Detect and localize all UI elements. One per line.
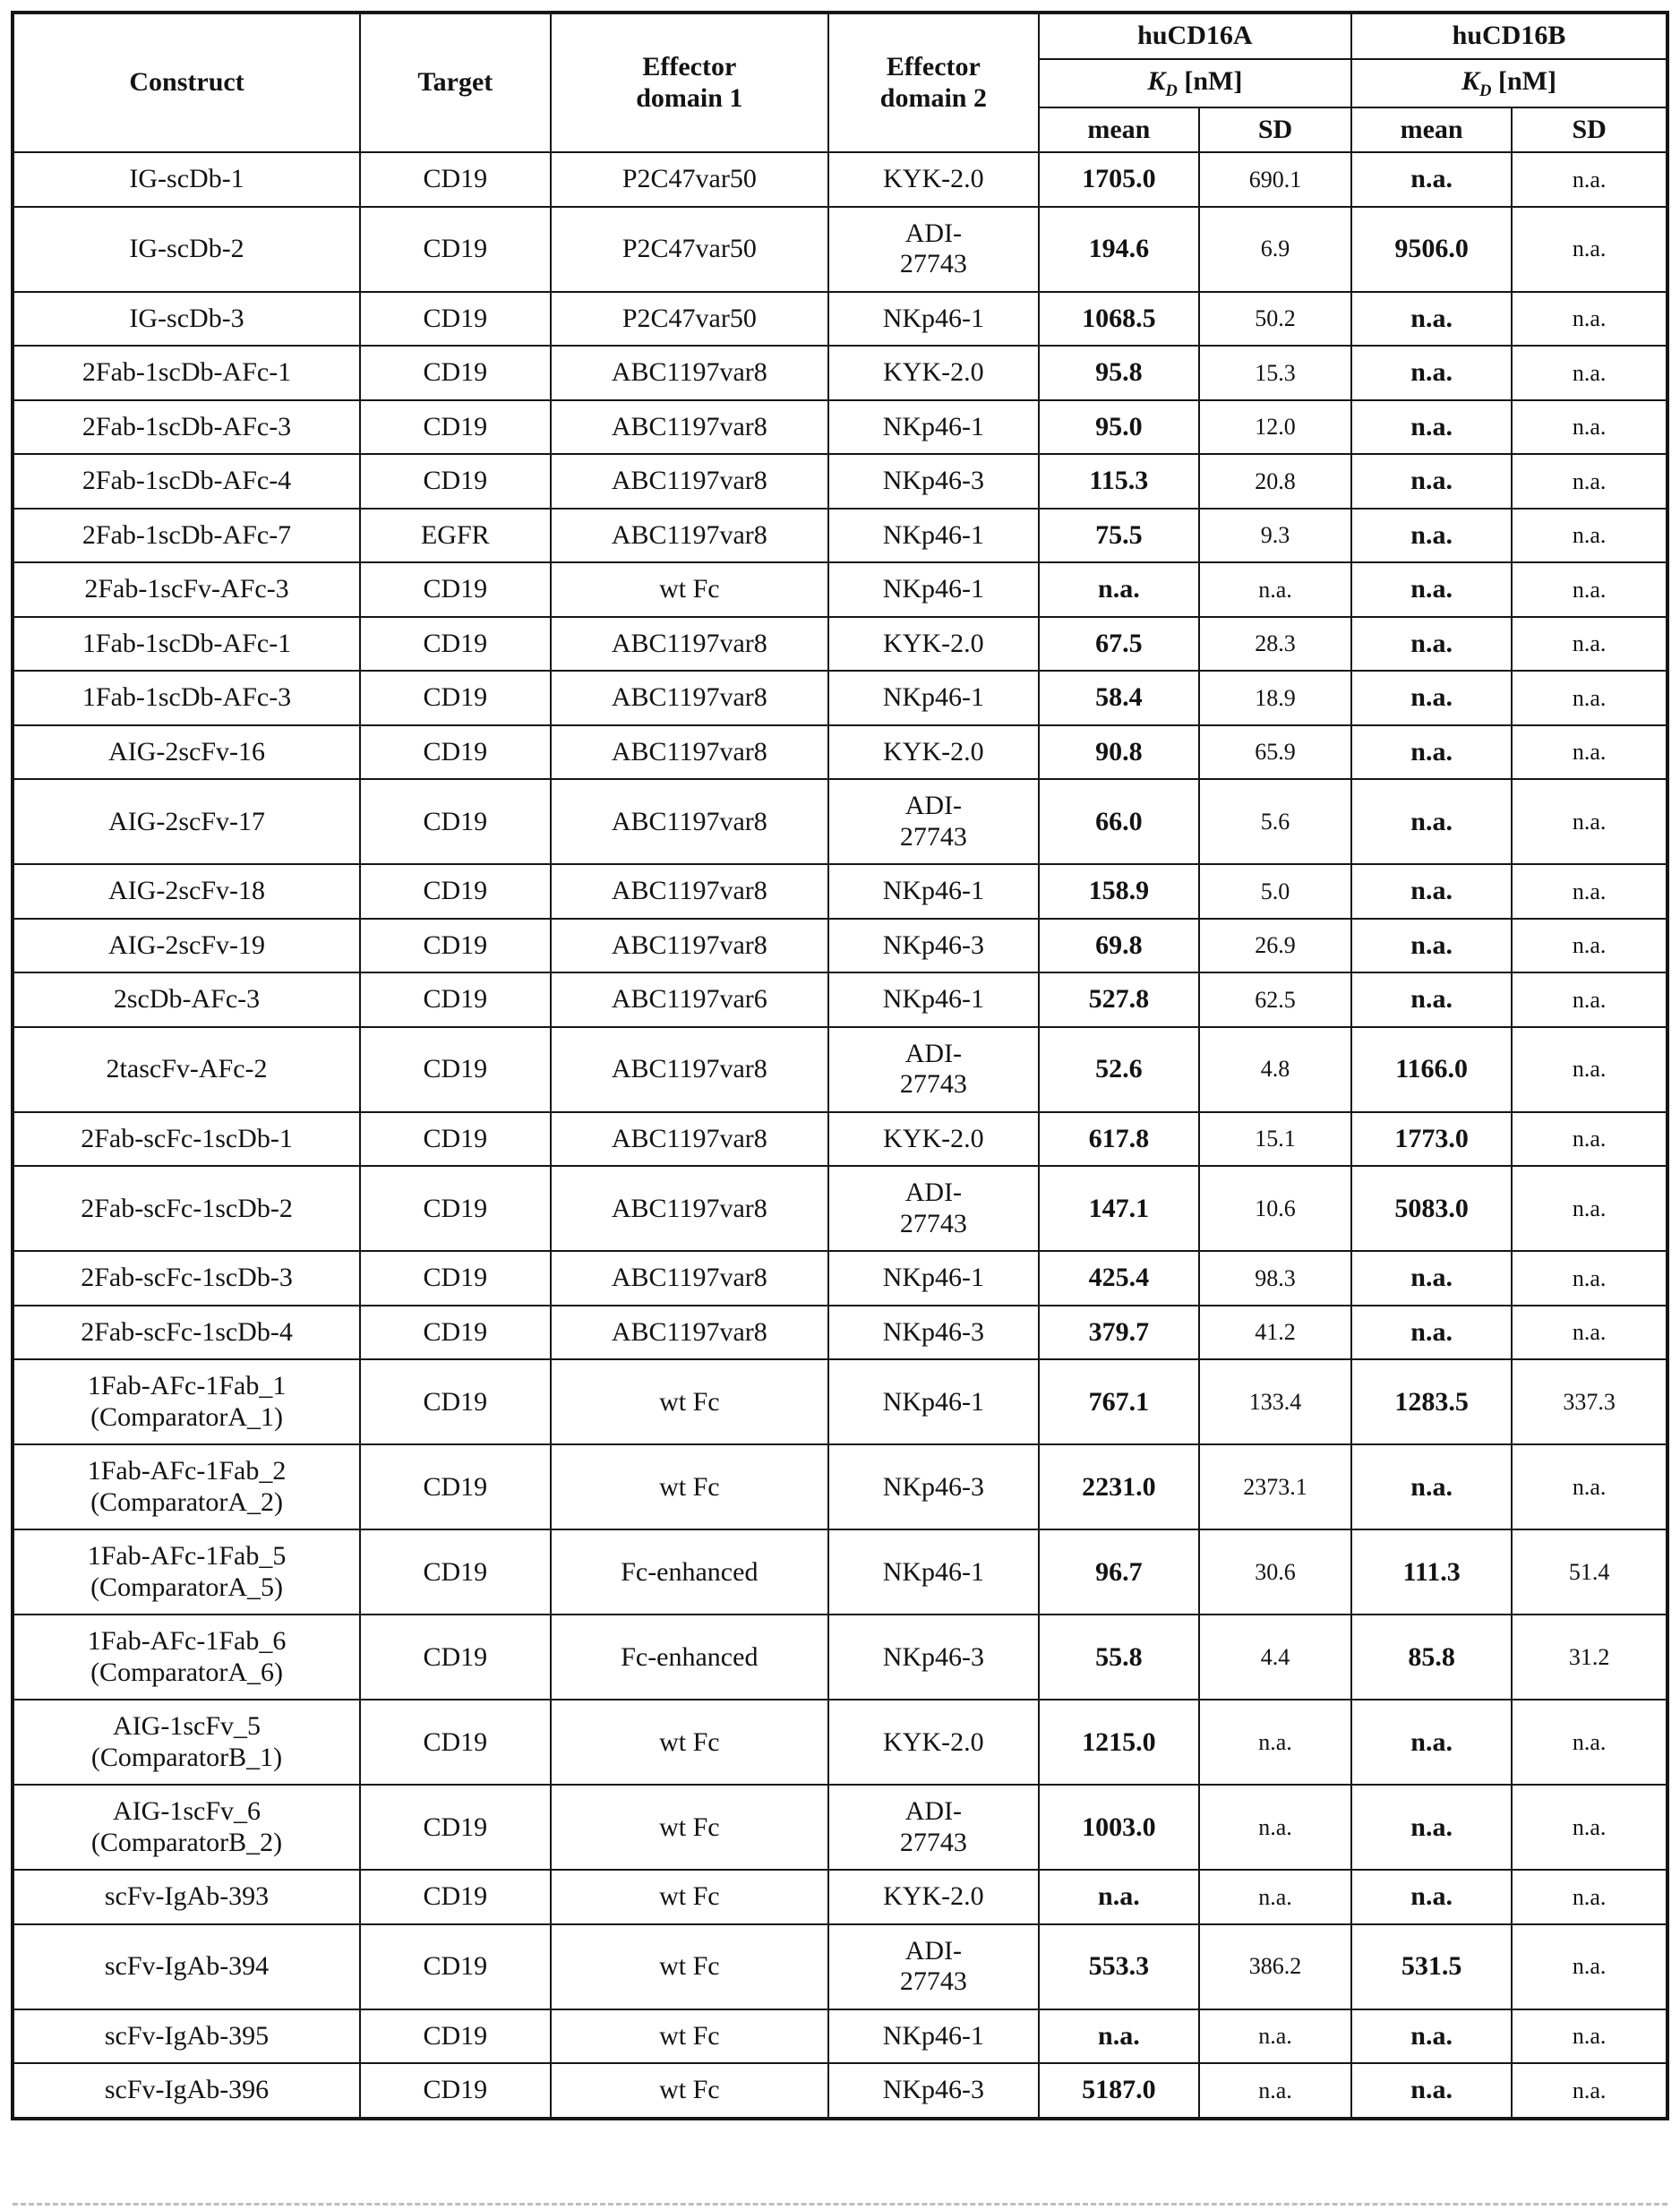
target-cell: CD19 [360, 864, 551, 919]
huCD16B-sd-cell: n.a. [1512, 1251, 1667, 1306]
effector-domain-2-cell: KYK-2.0 [828, 725, 1039, 780]
effector-domain-1-cell: wt Fc [551, 1785, 828, 1870]
target-cell: CD19 [360, 671, 551, 725]
huCD16A-mean-cell: 379.7 [1039, 1306, 1199, 1360]
effector-domain-2-cell: KYK-2.0 [828, 346, 1039, 400]
huCD16A-mean-cell: 147.1 [1039, 1166, 1199, 1251]
construct-cell: 2Fab-scFc-1scDb-1 [13, 1112, 360, 1167]
effector-domain-2-cell: ADI- 27743 [828, 779, 1039, 864]
target-cell: CD19 [360, 400, 551, 455]
construct-cell: IG-scDb-1 [13, 152, 360, 207]
table-row [13, 1251, 1667, 1306]
effector-domain-1-cell: ABC1197var8 [551, 400, 828, 455]
target-cell: CD19 [360, 1870, 551, 1924]
header-kd-huCD16A [1039, 59, 1351, 107]
huCD16B-sd-cell: n.a. [1512, 1306, 1667, 1360]
effector-domain-2-cell: NKp46-3 [828, 1306, 1039, 1360]
huCD16B-sd-cell: n.a. [1512, 1444, 1667, 1529]
target-cell: CD19 [360, 1924, 551, 2009]
table-row [13, 779, 1667, 864]
huCD16A-mean-cell: 527.8 [1039, 972, 1199, 1027]
effector-domain-2-cell: KYK-2.0 [828, 1700, 1039, 1785]
effector-domain-2-cell: NKp46-3 [828, 919, 1039, 973]
construct-cell: 2tascFv-AFc-2 [13, 1027, 360, 1112]
effector-domain-1-cell: P2C47var50 [551, 292, 828, 347]
huCD16A-sd-cell: n.a. [1199, 1870, 1351, 1924]
huCD16B-sd-cell: 337.3 [1512, 1359, 1667, 1444]
effector-domain-1-cell: ABC1197var8 [551, 346, 828, 400]
effector-domain-2-cell: KYK-2.0 [828, 617, 1039, 672]
construct-cell: 1Fab-AFc-1Fab_6 (ComparatorA_6) [13, 1615, 360, 1700]
huCD16A-sd-cell: 50.2 [1199, 292, 1351, 347]
huCD16B-sd-cell: n.a. [1512, 725, 1667, 780]
target-cell: CD19 [360, 779, 551, 864]
effector-domain-1-cell: Fc-enhanced [551, 1615, 828, 1700]
huCD16B-mean-cell: n.a. [1351, 562, 1512, 617]
huCD16A-mean-cell: n.a. [1039, 562, 1199, 617]
table-row [13, 2009, 1667, 2064]
header-huCD16A-sd: SD [1199, 107, 1351, 153]
target-cell: CD19 [360, 1359, 551, 1444]
kd-subscript: D [1165, 81, 1178, 100]
effector-domain-2-cell: ADI- 27743 [828, 1027, 1039, 1112]
huCD16A-sd-cell: n.a. [1199, 562, 1351, 617]
table-row [13, 1785, 1667, 1870]
construct-cell: AIG-1scFv_6 (ComparatorB_2) [13, 1785, 360, 1870]
construct-cell: 2Fab-1scDb-AFc-7 [13, 509, 360, 563]
construct-cell: 2Fab-1scDb-AFc-1 [13, 346, 360, 400]
huCD16A-sd-cell: 5.6 [1199, 779, 1351, 864]
target-cell: CD19 [360, 725, 551, 780]
huCD16B-sd-cell: n.a. [1512, 2009, 1667, 2064]
table-row [13, 725, 1667, 780]
huCD16A-sd-cell: 4.8 [1199, 1027, 1351, 1112]
effector-domain-1-cell: ABC1197var8 [551, 919, 828, 973]
effector-domain-2-cell: ADI- 27743 [828, 207, 1039, 292]
huCD16A-mean-cell: 767.1 [1039, 1359, 1199, 1444]
effector-domain-2-cell: NKp46-1 [828, 562, 1039, 617]
huCD16A-mean-cell: 58.4 [1039, 671, 1199, 725]
huCD16B-mean-cell: n.a. [1351, 972, 1512, 1027]
effector-domain-2-cell: NKp46-3 [828, 1444, 1039, 1529]
huCD16A-sd-cell: 4.4 [1199, 1615, 1351, 1700]
huCD16A-sd-cell: 98.3 [1199, 1251, 1351, 1306]
huCD16B-mean-cell: n.a. [1351, 152, 1512, 207]
table-row [13, 1529, 1667, 1615]
effector-domain-2-cell: NKp46-1 [828, 1359, 1039, 1444]
effector-domain-1-cell: wt Fc [551, 1444, 828, 1529]
effector-domain-1-cell: wt Fc [551, 1870, 828, 1924]
huCD16B-sd-cell: 31.2 [1512, 1615, 1667, 1700]
construct-cell: scFv-IgAb-395 [13, 2009, 360, 2064]
huCD16A-mean-cell: 95.8 [1039, 346, 1199, 400]
effector-domain-1-cell: Fc-enhanced [551, 1529, 828, 1615]
effector-domain-2-cell: ADI- 27743 [828, 1166, 1039, 1251]
huCD16B-sd-cell: n.a. [1512, 1112, 1667, 1167]
huCD16A-mean-cell: 66.0 [1039, 779, 1199, 864]
huCD16B-mean-cell: n.a. [1351, 1444, 1512, 1529]
huCD16A-mean-cell: 115.3 [1039, 454, 1199, 509]
huCD16B-sd-cell: n.a. [1512, 292, 1667, 347]
huCD16B-sd-cell: n.a. [1512, 454, 1667, 509]
table-row [13, 1306, 1667, 1360]
table-row [13, 400, 1667, 455]
table-body [13, 152, 1667, 2119]
huCD16B-mean-cell: n.a. [1351, 292, 1512, 347]
huCD16A-mean-cell: 553.3 [1039, 1924, 1199, 2009]
huCD16A-mean-cell: 69.8 [1039, 919, 1199, 973]
huCD16B-sd-cell: n.a. [1512, 509, 1667, 563]
effector-domain-1-cell: ABC1197var8 [551, 725, 828, 780]
construct-cell: 2Fab-1scFv-AFc-3 [13, 562, 360, 617]
effector-domain-2-cell: NKp46-1 [828, 2009, 1039, 2064]
target-cell: CD19 [360, 972, 551, 1027]
effector-domain-2-cell: NKp46-1 [828, 671, 1039, 725]
huCD16B-mean-cell: n.a. [1351, 1251, 1512, 1306]
huCD16A-mean-cell: 2231.0 [1039, 1444, 1199, 1529]
huCD16B-mean-cell: n.a. [1351, 1785, 1512, 1870]
huCD16B-mean-cell: 1166.0 [1351, 1027, 1512, 1112]
effector-domain-2-cell: NKp46-1 [828, 1251, 1039, 1306]
target-cell: CD19 [360, 1700, 551, 1785]
effector-domain-1-cell: wt Fc [551, 2063, 828, 2119]
table-row [13, 1615, 1667, 1700]
huCD16B-mean-cell: n.a. [1351, 671, 1512, 725]
table-row [13, 562, 1667, 617]
effector-domain-1-cell: ABC1197var8 [551, 1306, 828, 1360]
header-huCD16A: huCD16A [1039, 13, 1351, 59]
huCD16B-sd-cell: n.a. [1512, 972, 1667, 1027]
construct-cell: 2Fab-1scDb-AFc-4 [13, 454, 360, 509]
target-cell: CD19 [360, 1615, 551, 1700]
kd-unit: [nM] [1491, 65, 1556, 96]
construct-cell: 2Fab-scFc-1scDb-2 [13, 1166, 360, 1251]
effector-domain-1-cell: wt Fc [551, 1700, 828, 1785]
header-construct: Construct [13, 13, 360, 152]
huCD16A-sd-cell: 18.9 [1199, 671, 1351, 725]
effector-domain-1-cell: ABC1197var8 [551, 1112, 828, 1167]
table-row [13, 509, 1667, 563]
huCD16A-sd-cell: 28.3 [1199, 617, 1351, 672]
huCD16B-sd-cell: n.a. [1512, 1924, 1667, 2009]
huCD16B-mean-cell: 85.8 [1351, 1615, 1512, 1700]
huCD16A-sd-cell: 6.9 [1199, 207, 1351, 292]
target-cell: CD19 [360, 919, 551, 973]
header-huCD16B: huCD16B [1351, 13, 1667, 59]
huCD16B-sd-cell: n.a. [1512, 346, 1667, 400]
huCD16B-mean-cell: n.a. [1351, 779, 1512, 864]
effector-domain-1-cell: P2C47var50 [551, 152, 828, 207]
huCD16B-mean-cell: n.a. [1351, 617, 1512, 672]
effector-domain-2-cell: NKp46-1 [828, 292, 1039, 347]
target-cell: CD19 [360, 1112, 551, 1167]
binding-affinity-table [11, 11, 1669, 2120]
huCD16B-sd-cell: n.a. [1512, 779, 1667, 864]
huCD16B-mean-cell: n.a. [1351, 864, 1512, 919]
header-effector-domain-1: Effector domain 1 [551, 13, 828, 152]
effector-domain-1-cell: P2C47var50 [551, 207, 828, 292]
huCD16A-mean-cell: 1705.0 [1039, 152, 1199, 207]
huCD16A-mean-cell: n.a. [1039, 2009, 1199, 2064]
construct-cell: 1Fab-1scDb-AFc-3 [13, 671, 360, 725]
effector-domain-1-cell: ABC1197var8 [551, 617, 828, 672]
table-row [13, 207, 1667, 292]
effector-domain-1-cell: ABC1197var8 [551, 671, 828, 725]
huCD16A-sd-cell: 62.5 [1199, 972, 1351, 1027]
target-cell: CD19 [360, 1444, 551, 1529]
huCD16A-sd-cell: 26.9 [1199, 919, 1351, 973]
huCD16A-mean-cell: 67.5 [1039, 617, 1199, 672]
huCD16B-sd-cell: n.a. [1512, 1870, 1667, 1924]
effector-domain-2-cell: NKp46-1 [828, 509, 1039, 563]
target-cell: CD19 [360, 1306, 551, 1360]
target-cell: EGFR [360, 509, 551, 563]
huCD16A-mean-cell: 95.0 [1039, 400, 1199, 455]
table-row [13, 864, 1667, 919]
header-huCD16A-mean: mean [1039, 107, 1199, 153]
target-cell: CD19 [360, 346, 551, 400]
huCD16B-mean-cell: 5083.0 [1351, 1166, 1512, 1251]
huCD16B-mean-cell: n.a. [1351, 346, 1512, 400]
huCD16B-mean-cell: n.a. [1351, 454, 1512, 509]
huCD16A-sd-cell: 5.0 [1199, 864, 1351, 919]
huCD16B-mean-cell: n.a. [1351, 2063, 1512, 2119]
huCD16B-sd-cell: 51.4 [1512, 1529, 1667, 1615]
target-cell: CD19 [360, 2063, 551, 2119]
target-cell: CD19 [360, 207, 551, 292]
construct-cell: 1Fab-AFc-1Fab_1 (ComparatorA_1) [13, 1359, 360, 1444]
huCD16B-sd-cell: n.a. [1512, 617, 1667, 672]
huCD16B-mean-cell: 1773.0 [1351, 1112, 1512, 1167]
effector-domain-2-cell: NKp46-3 [828, 454, 1039, 509]
huCD16B-sd-cell: n.a. [1512, 919, 1667, 973]
header-huCD16B-sd: SD [1512, 107, 1667, 153]
table-row [13, 346, 1667, 400]
target-cell: CD19 [360, 1251, 551, 1306]
huCD16A-mean-cell: 617.8 [1039, 1112, 1199, 1167]
huCD16A-sd-cell: 65.9 [1199, 725, 1351, 780]
construct-cell: IG-scDb-3 [13, 292, 360, 347]
effector-domain-2-cell: NKp46-1 [828, 972, 1039, 1027]
construct-cell: AIG-2scFv-17 [13, 779, 360, 864]
header-row-groups [13, 13, 1667, 59]
scan-artifact-line [13, 2203, 1667, 2206]
huCD16A-sd-cell: 15.3 [1199, 346, 1351, 400]
construct-cell: IG-scDb-2 [13, 207, 360, 292]
huCD16A-sd-cell: 41.2 [1199, 1306, 1351, 1360]
construct-cell: 1Fab-AFc-1Fab_5 (ComparatorA_5) [13, 1529, 360, 1615]
effector-domain-2-cell: ADI- 27743 [828, 1785, 1039, 1870]
construct-cell: 1Fab-AFc-1Fab_2 (ComparatorA_2) [13, 1444, 360, 1529]
table-row [13, 292, 1667, 347]
huCD16A-sd-cell: 20.8 [1199, 454, 1351, 509]
huCD16A-sd-cell: 386.2 [1199, 1924, 1351, 2009]
huCD16B-sd-cell: n.a. [1512, 207, 1667, 292]
construct-cell: AIG-2scFv-19 [13, 919, 360, 973]
huCD16A-mean-cell: 90.8 [1039, 725, 1199, 780]
effector-domain-2-cell: NKp46-1 [828, 864, 1039, 919]
effector-domain-1-cell: ABC1197var8 [551, 1027, 828, 1112]
table-header [13, 13, 1667, 152]
huCD16A-sd-cell: n.a. [1199, 2009, 1351, 2064]
huCD16A-sd-cell: 2373.1 [1199, 1444, 1351, 1529]
huCD16B-sd-cell: n.a. [1512, 671, 1667, 725]
table-row [13, 1700, 1667, 1785]
table-row [13, 1444, 1667, 1529]
construct-cell: AIG-2scFv-16 [13, 725, 360, 780]
huCD16A-sd-cell: 9.3 [1199, 509, 1351, 563]
target-cell: CD19 [360, 617, 551, 672]
huCD16B-mean-cell: n.a. [1351, 400, 1512, 455]
huCD16A-mean-cell: 5187.0 [1039, 2063, 1199, 2119]
construct-cell: AIG-2scFv-18 [13, 864, 360, 919]
effector-domain-2-cell: KYK-2.0 [828, 1870, 1039, 1924]
table-row [13, 972, 1667, 1027]
construct-cell: 2Fab-scFc-1scDb-3 [13, 1251, 360, 1306]
table-row [13, 1112, 1667, 1167]
header-huCD16B-mean: mean [1351, 107, 1512, 153]
table-row [13, 919, 1667, 973]
table-row [13, 454, 1667, 509]
huCD16B-mean-cell: n.a. [1351, 509, 1512, 563]
huCD16A-mean-cell: 52.6 [1039, 1027, 1199, 1112]
effector-domain-2-cell: NKp46-1 [828, 1529, 1039, 1615]
target-cell: CD19 [360, 454, 551, 509]
huCD16B-sd-cell: n.a. [1512, 1027, 1667, 1112]
huCD16A-sd-cell: 10.6 [1199, 1166, 1351, 1251]
effector-domain-2-cell: ADI- 27743 [828, 1924, 1039, 2009]
huCD16B-mean-cell: n.a. [1351, 2009, 1512, 2064]
huCD16A-sd-cell: 30.6 [1199, 1529, 1351, 1615]
table-row [13, 1870, 1667, 1924]
huCD16B-sd-cell: n.a. [1512, 562, 1667, 617]
huCD16B-mean-cell: 1283.5 [1351, 1359, 1512, 1444]
huCD16A-mean-cell: 75.5 [1039, 509, 1199, 563]
huCD16B-mean-cell: n.a. [1351, 1306, 1512, 1360]
construct-cell: scFv-IgAb-393 [13, 1870, 360, 1924]
effector-domain-2-cell: NKp46-3 [828, 1615, 1039, 1700]
kd-unit: [nM] [1177, 65, 1243, 96]
huCD16B-sd-cell: n.a. [1512, 1785, 1667, 1870]
target-cell: CD19 [360, 1785, 551, 1870]
huCD16A-sd-cell: n.a. [1199, 2063, 1351, 2119]
huCD16A-mean-cell: 194.6 [1039, 207, 1199, 292]
construct-cell: 2Fab-1scDb-AFc-3 [13, 400, 360, 455]
huCD16B-mean-cell: 9506.0 [1351, 207, 1512, 292]
effector-domain-2-cell: KYK-2.0 [828, 1112, 1039, 1167]
huCD16A-mean-cell: 55.8 [1039, 1615, 1199, 1700]
target-cell: CD19 [360, 2009, 551, 2064]
huCD16B-mean-cell: n.a. [1351, 725, 1512, 780]
huCD16A-mean-cell: n.a. [1039, 1870, 1199, 1924]
huCD16A-sd-cell: n.a. [1199, 1785, 1351, 1870]
huCD16A-sd-cell: 12.0 [1199, 400, 1351, 455]
effector-domain-2-cell: KYK-2.0 [828, 152, 1039, 207]
header-target: Target [360, 13, 551, 152]
construct-cell: scFv-IgAb-394 [13, 1924, 360, 2009]
target-cell: CD19 [360, 292, 551, 347]
construct-cell: 2scDb-AFc-3 [13, 972, 360, 1027]
effector-domain-1-cell: ABC1197var8 [551, 1166, 828, 1251]
huCD16A-sd-cell: 133.4 [1199, 1359, 1351, 1444]
target-cell: CD19 [360, 1166, 551, 1251]
huCD16A-mean-cell: 1068.5 [1039, 292, 1199, 347]
kd-subscript: D [1479, 81, 1492, 100]
huCD16A-mean-cell: 1003.0 [1039, 1785, 1199, 1870]
effector-domain-1-cell: wt Fc [551, 562, 828, 617]
huCD16A-sd-cell: 15.1 [1199, 1112, 1351, 1167]
huCD16B-mean-cell: 111.3 [1351, 1529, 1512, 1615]
huCD16B-sd-cell: n.a. [1512, 2063, 1667, 2119]
kd-symbol: K [1461, 65, 1480, 96]
construct-cell: scFv-IgAb-396 [13, 2063, 360, 2119]
target-cell: CD19 [360, 1529, 551, 1615]
effector-domain-1-cell: ABC1197var6 [551, 972, 828, 1027]
effector-domain-1-cell: wt Fc [551, 1359, 828, 1444]
effector-domain-2-cell: NKp46-1 [828, 400, 1039, 455]
header-kd-huCD16B [1351, 59, 1667, 107]
construct-cell: AIG-1scFv_5 (ComparatorB_1) [13, 1700, 360, 1785]
effector-domain-1-cell: wt Fc [551, 1924, 828, 2009]
effector-domain-1-cell: ABC1197var8 [551, 509, 828, 563]
construct-cell: 2Fab-scFc-1scDb-4 [13, 1306, 360, 1360]
huCD16A-sd-cell: 690.1 [1199, 152, 1351, 207]
table-row [13, 1027, 1667, 1112]
table-row [13, 2063, 1667, 2119]
huCD16A-mean-cell: 425.4 [1039, 1251, 1199, 1306]
huCD16A-mean-cell: 96.7 [1039, 1529, 1199, 1615]
huCD16B-mean-cell: 531.5 [1351, 1924, 1512, 2009]
construct-cell: 1Fab-1scDb-AFc-1 [13, 617, 360, 672]
huCD16A-mean-cell: 1215.0 [1039, 1700, 1199, 1785]
effector-domain-1-cell: ABC1197var8 [551, 779, 828, 864]
header-effector-domain-2: Effector domain 2 [828, 13, 1039, 152]
effector-domain-1-cell: wt Fc [551, 2009, 828, 2064]
target-cell: CD19 [360, 1027, 551, 1112]
huCD16B-sd-cell: n.a. [1512, 1166, 1667, 1251]
kd-symbol: K [1147, 65, 1166, 96]
huCD16B-mean-cell: n.a. [1351, 1700, 1512, 1785]
table-row [13, 617, 1667, 672]
huCD16B-sd-cell: n.a. [1512, 864, 1667, 919]
target-cell: CD19 [360, 152, 551, 207]
table-row [13, 1166, 1667, 1251]
huCD16B-mean-cell: n.a. [1351, 1870, 1512, 1924]
effector-domain-1-cell: ABC1197var8 [551, 864, 828, 919]
table-row [13, 1924, 1667, 2009]
huCD16B-sd-cell: n.a. [1512, 152, 1667, 207]
target-cell: CD19 [360, 562, 551, 617]
effector-domain-1-cell: ABC1197var8 [551, 454, 828, 509]
effector-domain-1-cell: ABC1197var8 [551, 1251, 828, 1306]
table-row [13, 671, 1667, 725]
huCD16B-mean-cell: n.a. [1351, 919, 1512, 973]
huCD16B-sd-cell: n.a. [1512, 1700, 1667, 1785]
huCD16B-sd-cell: n.a. [1512, 400, 1667, 455]
huCD16A-mean-cell: 158.9 [1039, 864, 1199, 919]
effector-domain-2-cell: NKp46-3 [828, 2063, 1039, 2119]
table-row [13, 152, 1667, 207]
huCD16A-sd-cell: n.a. [1199, 1700, 1351, 1785]
table-row [13, 1359, 1667, 1444]
